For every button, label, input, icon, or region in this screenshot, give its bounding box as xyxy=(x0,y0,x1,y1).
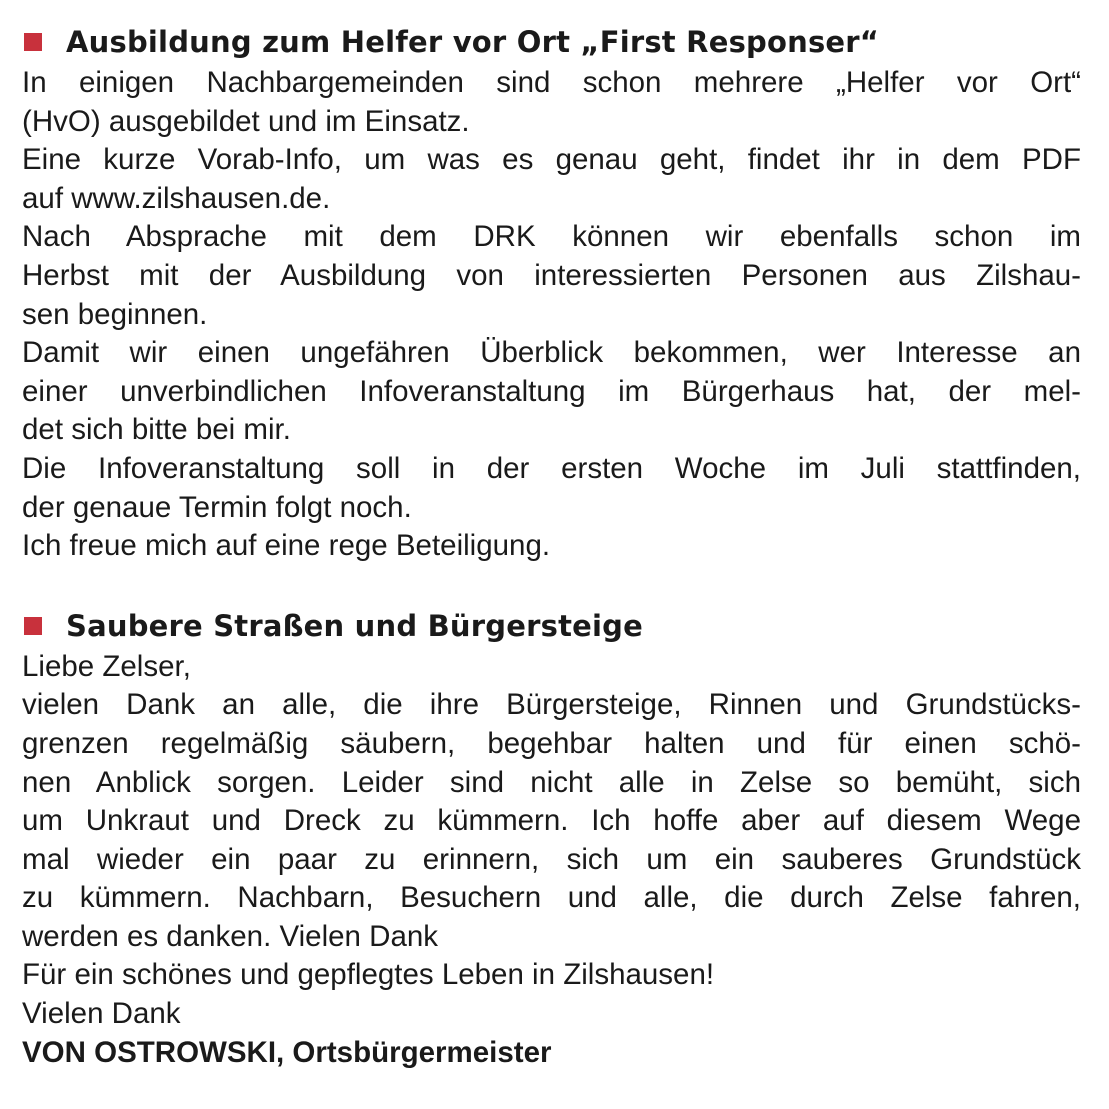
paragraph xyxy=(22,64,1081,141)
text-line: auf www.zilshausen.de. xyxy=(22,181,331,215)
text-line: Die Infoveranstaltung soll in der ersten Woche im Juli stattfinden, xyxy=(22,451,1081,485)
text-line: der genaue Termin folgt noch. xyxy=(22,490,412,524)
text-line: Eine kurze Vorab-Info, um was es genau geht, findet ihr in dem PDF xyxy=(22,143,1081,177)
text-line: nen Anblick sorgen. Leider sind nicht alle in Zelse so bemüht, sich xyxy=(22,765,1081,799)
paragraph xyxy=(22,648,1081,687)
text-line: grenzen regelmäßig säubern, begehbar halten und für einen schö- xyxy=(22,726,1081,760)
text-line: zu kümmern. Nachbarn, Besuchern und alle, die durch Zelse fahren, xyxy=(22,881,1081,915)
heading-text: Saubere Straßen und Bürgersteige xyxy=(66,608,643,643)
text-line: vielen Dank an alle, die ihre Bürgersteige, Rinnen und Grundstücks- xyxy=(22,688,1081,722)
paragraph xyxy=(22,218,1081,334)
text-line: det sich bitte bei mir. xyxy=(22,413,291,447)
text-line: werden es danken. Vielen Dank xyxy=(22,919,439,953)
section-heading xyxy=(22,604,1081,648)
text-line: Liebe Zelser, xyxy=(22,649,191,683)
square-bullet-icon xyxy=(24,33,42,51)
heading-text: Ausbildung zum Helfer vor Ort „First Responser“ xyxy=(66,25,880,59)
text-line: einer unverbindlichen Infoveranstaltung im Bürgerhaus hat, der mel- xyxy=(22,374,1081,408)
square-bullet-icon xyxy=(24,617,42,635)
text-line: Vielen Dank xyxy=(22,997,181,1031)
paragraph xyxy=(22,686,1081,956)
section-first-responder xyxy=(22,20,1081,566)
paragraph xyxy=(22,995,1081,1034)
section-clean-streets xyxy=(22,604,1081,1073)
section-spacer xyxy=(22,566,1081,604)
paragraph xyxy=(22,956,1081,995)
text-line: Herbst mit der Ausbildung von interessierten Personen aus Zilshau- xyxy=(22,258,1081,292)
text-line: sen beginnen. xyxy=(22,297,208,331)
text-line: Damit wir einen ungefähren Überblick bekommen, wer Interesse an xyxy=(22,336,1081,370)
text-line: In einigen Nachbargemeinden sind schon mehrere „Helfer vor Ort“ xyxy=(22,66,1081,99)
text-line: Für ein schönes und gepflegtes Leben in Zilshausen! xyxy=(22,958,715,992)
paragraph xyxy=(22,141,1081,218)
paragraph xyxy=(22,527,1081,566)
text-line: (HvO) ausgebildet und im Einsatz. xyxy=(22,104,470,138)
text-line: um Unkraut und Dreck zu kümmern. Ich hoffe aber auf diesem Wege xyxy=(22,804,1081,838)
text-line: Ich freue mich auf eine rege Beteiligung. xyxy=(22,529,551,563)
paragraph xyxy=(22,450,1081,527)
text-line: Nach Absprache mit dem DRK können wir ebenfalls schon im xyxy=(22,220,1081,254)
paragraph xyxy=(22,334,1081,450)
text-line: mal wieder ein paar zu erinnern, sich um ein sauberes Grundstück xyxy=(22,842,1081,876)
section-heading xyxy=(22,20,1081,64)
signature: VON OSTROWSKI, Ortsbürgermeister xyxy=(22,1035,552,1069)
